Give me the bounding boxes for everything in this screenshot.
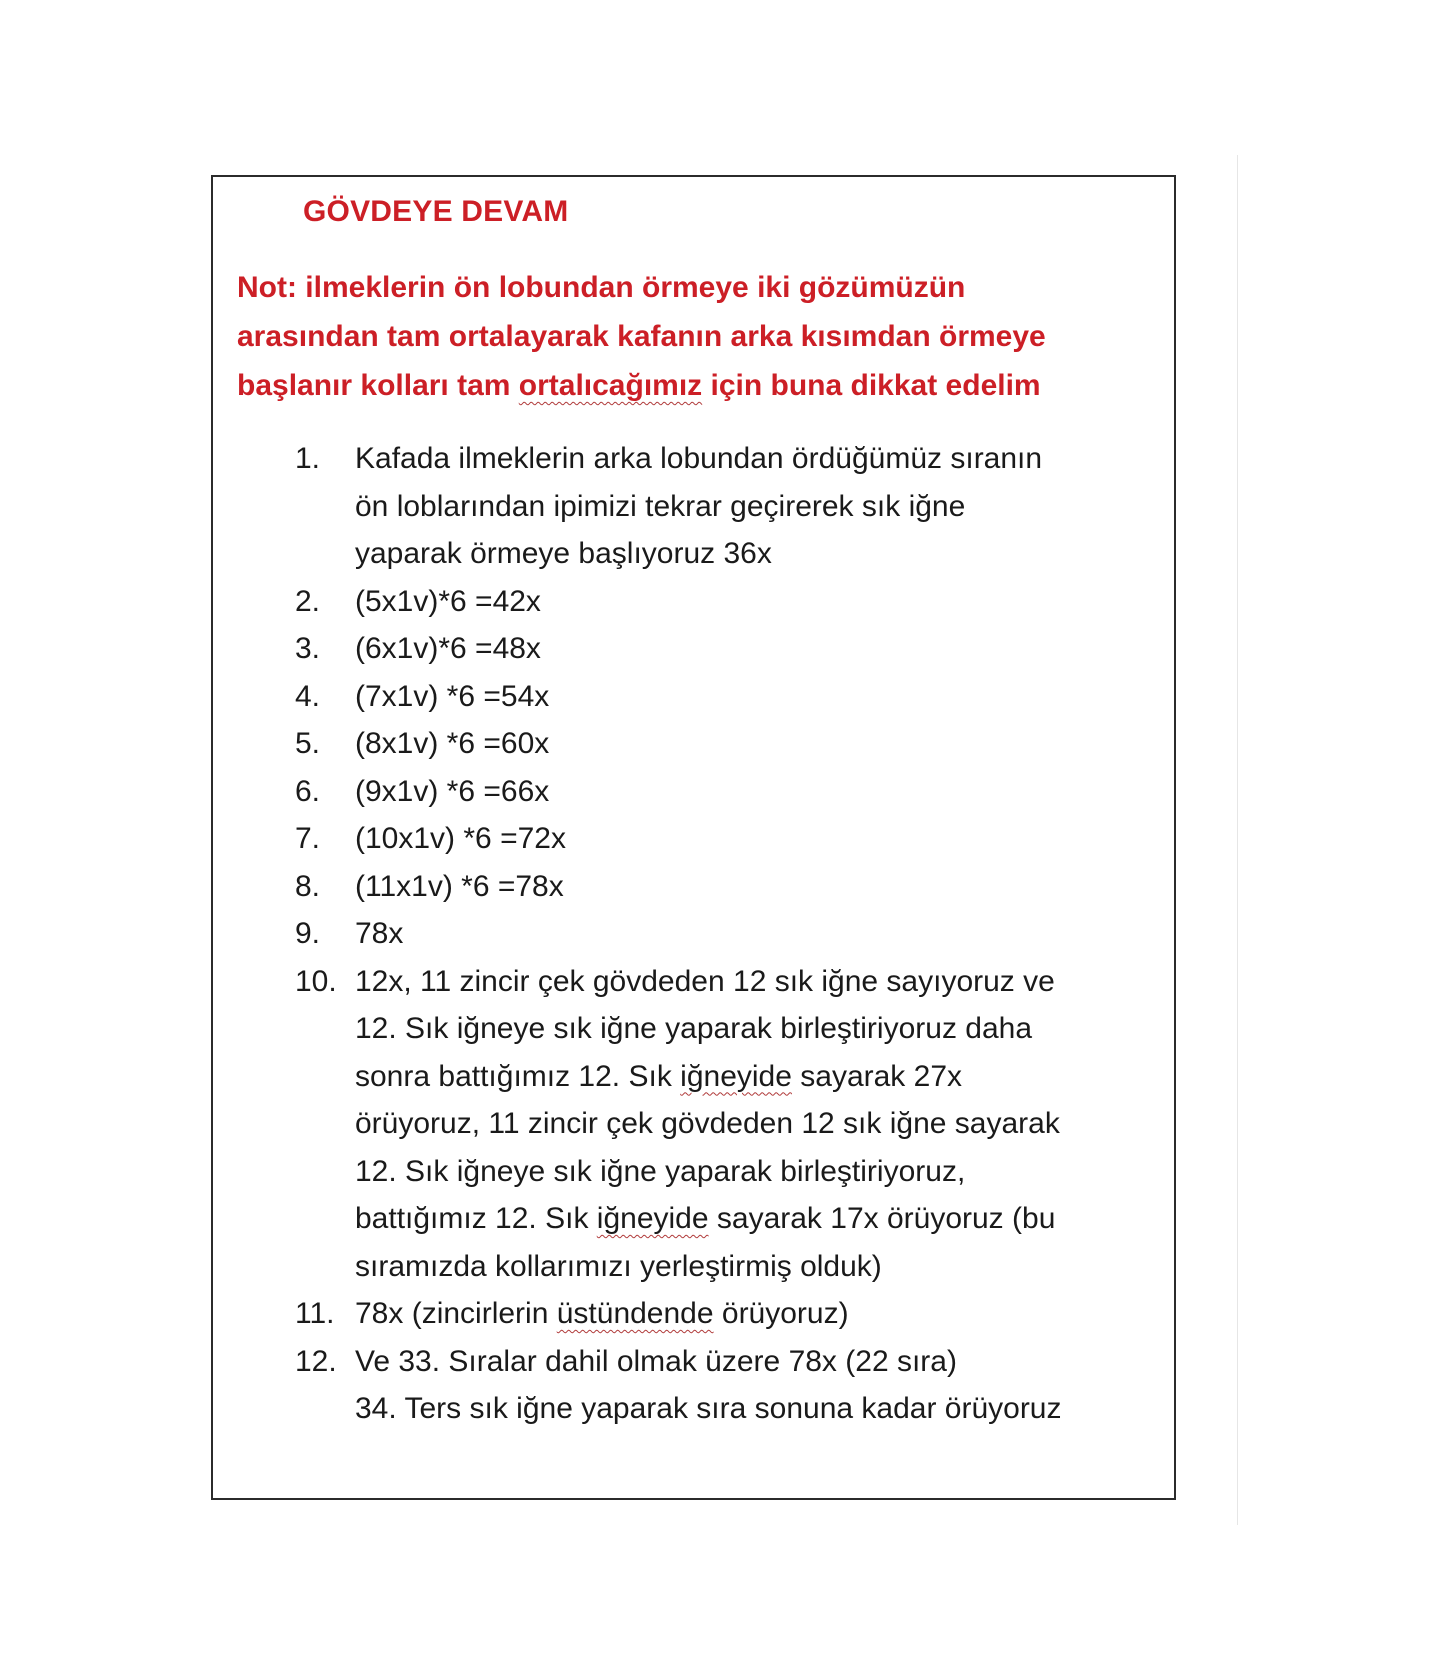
page-edge-line [1237, 155, 1238, 1525]
pattern-box [211, 175, 1176, 1500]
step-item [295, 958, 1155, 1291]
step-item [295, 863, 1155, 911]
step-item [295, 768, 1155, 816]
step-text: sıramızda kollarımızı yerleştirmiş olduk) [355, 1249, 882, 1283]
spellcheck-word: iğneyide [596, 1202, 709, 1235]
step-list [295, 435, 1155, 1433]
step-text: 12. Sık iğneye sık iğne yaparak birleştiriyoruz, [355, 1154, 966, 1188]
step-text-part: sayarak 27x [791, 1059, 963, 1093]
step-text: (6x1v)*6 =48x [355, 632, 541, 665]
step-item [295, 815, 1155, 863]
step-number: 2. [295, 584, 321, 618]
step-text: 12x, 11 zincir çek gövdeden 12 sık iğne sayıyoruz ve [355, 964, 1055, 998]
step-item [295, 720, 1155, 768]
spellcheck-word: ortalıcağımız [518, 369, 703, 402]
step-number: 11. [295, 1297, 335, 1330]
step-text-part: örüyoruz) [713, 1297, 849, 1330]
section-title: GÖVDEYE DEVAM [303, 195, 569, 228]
step-text-part: battığımız 12. Sık [355, 1202, 597, 1235]
step-text: (8x1v) *6 =60x [355, 727, 550, 760]
step-text-part: 78x (zincirlerin [355, 1297, 557, 1330]
spellcheck-word: iğneyide [680, 1059, 792, 1093]
step-number: 6. [295, 774, 321, 808]
step-number: 9. [295, 917, 321, 950]
step-number: 8. [295, 869, 321, 903]
step-item [295, 673, 1155, 721]
note-line [237, 361, 1157, 410]
note-paragraph [237, 263, 1157, 410]
step-text: (7x1v) *6 =54x [355, 679, 550, 713]
step-number: 5. [295, 727, 321, 760]
step-item [295, 1338, 1155, 1433]
step-number: 7. [295, 822, 321, 855]
step-text: yaparak örmeye başlıyoruz 36x [355, 537, 772, 570]
step-text: 12. Sık iğneye sık iğne yaparak birleştiriyoruz daha [355, 1012, 1033, 1045]
step-text: 78x [355, 917, 404, 950]
spellcheck-word: üstündende [556, 1297, 714, 1330]
step-text: örüyoruz, 11 zincir çek gövdeden 12 sık iğne sayarak [355, 1107, 1060, 1140]
step-text: (5x1v)*6 =42x [355, 584, 541, 618]
step-text: (10x1v) *6 =72x [355, 822, 566, 855]
step-text: Kafada ilmeklerin arka lobundan ördüğümüz sıranın [355, 442, 1043, 475]
step-item [295, 1290, 1155, 1338]
step-number: 10. [295, 964, 337, 998]
step-number: 12. [295, 1344, 337, 1378]
note-text: başlanır kolları tam [237, 369, 519, 402]
step-item [295, 435, 1155, 578]
step-number: 3. [295, 632, 321, 665]
step-text: 34. Ters sık iğne yaparak sıra sonuna kadar örüyoruz [355, 1392, 1062, 1425]
step-text-part: sonra battığımız 12. Sık [355, 1059, 681, 1093]
note-line: Not: ilmeklerin ön lobundan örmeye iki gözümüzün [237, 271, 966, 304]
step-text: ön loblarından ipimizi tekrar geçirerek sık iğne [355, 489, 966, 523]
step-text-part: sayarak 17x örüyoruz (bu [708, 1202, 1056, 1235]
step-text: (11x1v) *6 =78x [355, 869, 564, 903]
note-text: için buna dikkat edelim [702, 369, 1041, 402]
step-text [355, 1195, 1155, 1243]
step-number: 4. [295, 679, 321, 713]
step-text: Ve 33. Sıralar dahil olmak üzere 78x (22 sıra) [355, 1344, 957, 1378]
note-line: arasından tam ortalayarak kafanın arka kısımdan örmeye [237, 320, 1046, 353]
step-number: 1. [295, 442, 321, 475]
step-item [295, 578, 1155, 626]
step-item [295, 910, 1155, 958]
step-text [355, 1290, 1155, 1338]
step-item [295, 625, 1155, 673]
step-text: (9x1v) *6 =66x [355, 774, 550, 808]
step-text [355, 1053, 1155, 1101]
